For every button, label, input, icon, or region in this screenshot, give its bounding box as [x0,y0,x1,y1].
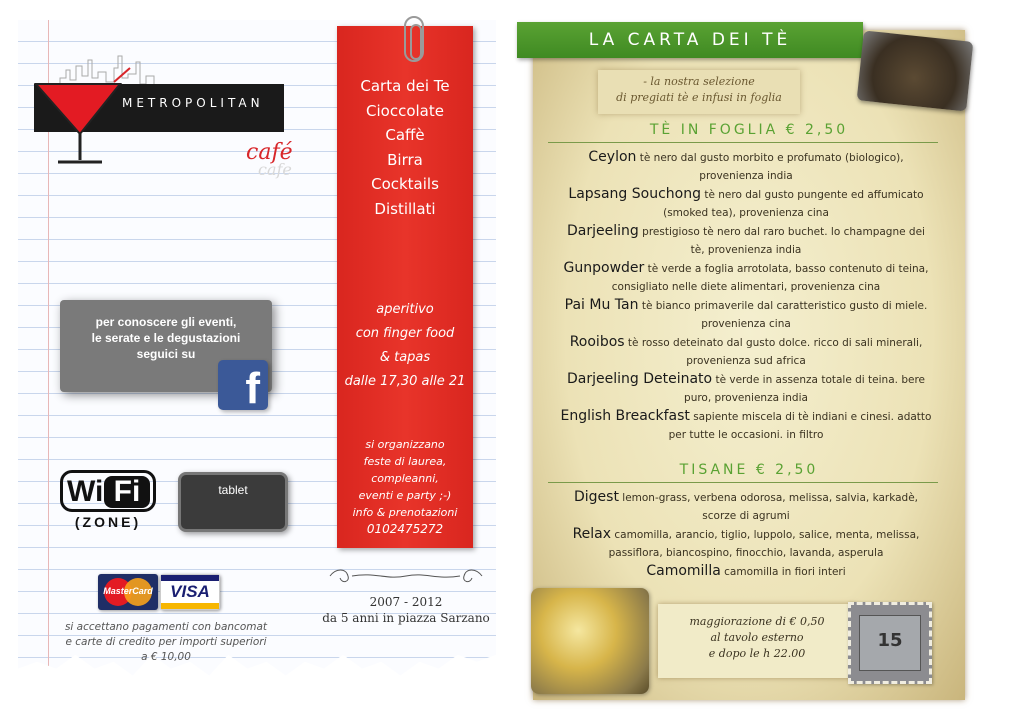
tea-desc: tè rosso deteinato dal gusto dolce. ricco di sali minerali, [624,337,923,349]
ribbon-menu-item: Cioccolate [366,101,444,120]
events-line: info & prenotazioni [352,506,458,519]
tea-desc: consigliato nelle diete alimentari, provenienza cina [611,281,881,293]
social-text-line: per conoscere gli eventi, [95,315,237,329]
paperclip-icon [404,16,424,62]
tea-desc: tè verde in assenza totale di teina. bere [712,374,925,386]
surcharge-line: al tavolo esterno [710,631,804,644]
tablet-label: tablet [218,483,248,497]
tisane-list [546,488,946,581]
tea-item [546,148,946,185]
events-phone: 0102475272 [366,522,444,536]
logo-cafe: café [246,140,293,165]
surcharge-text [658,614,856,662]
social-text-line: seguici su [136,347,196,361]
events-line: feste di laurea, [363,455,447,468]
section-divider [548,482,938,483]
social-text [60,314,272,362]
tea-desc: prestigioso tè nero dal raro buchet. lo champagne dei [638,226,925,238]
logo-cafe-reflection: cafe [258,160,292,179]
tea-desc: sapiente miscela di tè indiani e cinesi. adatto [689,411,932,423]
selection-tag-text [598,74,800,106]
tea-name: Rooibos [569,334,625,350]
social-text-line: le serate e le degustazioni [91,331,241,345]
aperitivo-line: dalle 17,30 alle 21 [344,374,466,389]
stamp-value: 15 [877,630,903,651]
tea-item [546,222,946,259]
tisana-desc: lemon-grass, verbena odorosa, melissa, salvia, karkadè, [618,492,919,504]
stamp-inner [859,615,921,671]
red-ribbon [337,26,473,548]
tea-desc: puro, provenienza india [684,392,808,404]
wifi-fi-text: Fi [104,476,150,508]
tea-section-title: TÈ IN FOGLIA € 2,50 [649,122,849,138]
tea-name: Darjeeling Deteinato [567,371,713,387]
wifi-badge-frame [60,470,156,512]
tisana-desc: passiflora, biancospino, finocchio, lavanda, asperula [608,547,884,559]
tisana-item [546,562,946,581]
ribbon-menu-list [337,74,473,221]
ribbon-menu-item: Caffè [385,126,425,144]
tea-name: Gunpowder [563,260,645,276]
facebook-letter: f [245,364,260,413]
tea-desc: tè bianco primaverile dal caratteristico gusto di miele. [638,300,928,312]
tea-desc: (smoked tea), provenienza cina [663,207,829,219]
cocktail-glass-icon [34,78,124,168]
selection-tag [598,70,800,114]
since-text: da 5 anni in piazza Sarzano [322,611,490,625]
tea-name: English Breackfast [560,408,690,424]
tea-item [546,407,946,444]
wifi-zone-badge [60,470,156,532]
tea-cup-photo [531,588,649,694]
surcharge-line: e dopo le h 22.00 [708,647,806,660]
wifi-wi-text: Wi [67,475,104,508]
tea-item [546,296,946,333]
events-line: compleanni, [371,472,439,485]
surcharge-tag [658,604,856,678]
ribbon-aperitivo [337,298,473,394]
payment-note-line: e carte di credito per importi superiori [65,636,267,648]
visa-band-blue [161,575,219,581]
aperitivo-line: aperitivo [376,302,434,317]
visa-text: VISA [170,582,210,601]
payment-note-line: a € 10,00 [141,651,191,663]
tea-name: Pai Mu Tan [564,297,639,313]
section-divider [548,142,938,143]
tisana-item [546,488,946,525]
tisana-name: Relax [572,526,612,542]
payment-note [50,620,282,665]
ribbon-menu-item: Distillati [374,199,436,218]
tisana-desc: scorze di agrumi [702,510,790,522]
since-years: 2007 - 2012 [369,595,443,609]
tea-desc: tè nero dal gusto morbito e profumato (biologico), [636,152,904,164]
visa-logo [160,574,220,610]
tea-desc: per tutte le occasioni. in filtro [668,429,824,441]
tea-desc: tè nero dal gusto pungente ed affumicato [700,189,924,201]
tea-desc: tè verde a foglia arrotolata, basso contenuto di teina, [644,263,929,275]
logo-name: METROPOLITAN [122,96,264,110]
events-line: eventi e party ;-) [358,489,452,502]
tisana-desc: camomilla, arancio, tiglio, luppolo, salice, menta, melissa, [611,529,920,541]
aperitivo-line: & tapas [379,350,431,365]
tisana-desc: camomilla in fiori interi [720,566,846,578]
tea-desc: provenienza india [699,170,793,182]
tea-name: Lapsang Souchong [568,186,701,202]
visa-band-gold [161,603,219,609]
payment-note-line: si accettano pagamenti con bancomat [64,621,268,633]
tea-desc: provenienza sud africa [686,355,806,367]
tea-item [546,259,946,296]
ribbon-menu-item: Carta dei Te [360,77,450,95]
ribbon-menu-item: Birra [387,150,423,169]
tea-item [546,370,946,407]
wifi-zone-text: (ZONE) [74,514,142,530]
selection-line: - la nostra selezione [643,75,755,88]
aperitivo-line: con finger food [355,326,455,341]
tea-desc: provenienza cina [701,318,791,330]
tea-name: Ceylon [588,149,637,165]
tea-leaves-photo [857,30,974,111]
tablet-icon [178,472,288,532]
menu-title: LA CARTA DEI TÈ [588,30,792,50]
mastercard-text: MasterCard [103,586,153,596]
surcharge-line: maggiorazione di € 0,50 [689,615,825,628]
tisana-name: Digest [573,489,619,505]
tea-item [546,185,946,222]
tea-item [546,333,946,370]
ribbon-events [337,436,473,538]
facebook-icon[interactable] [218,360,268,413]
events-line: si organizzano [365,438,445,451]
selection-line: di pregiati tè e infusi in foglia [616,91,782,104]
tisane-section-title: TISANE € 2,50 [679,462,819,478]
tisana-item [546,525,946,562]
metropolitan-logo [34,48,293,179]
tea-name: Darjeeling [567,223,639,239]
tisana-name: Camomilla [646,563,721,579]
menu-title-banner [517,22,863,58]
tea-desc: tè, provenienza india [690,244,802,256]
mastercard-logo [98,574,158,610]
ornament-swirl-icon [326,566,486,586]
postage-stamp [848,602,932,684]
ribbon-menu-item: Cocktails [371,175,439,193]
tea-list [546,148,946,444]
